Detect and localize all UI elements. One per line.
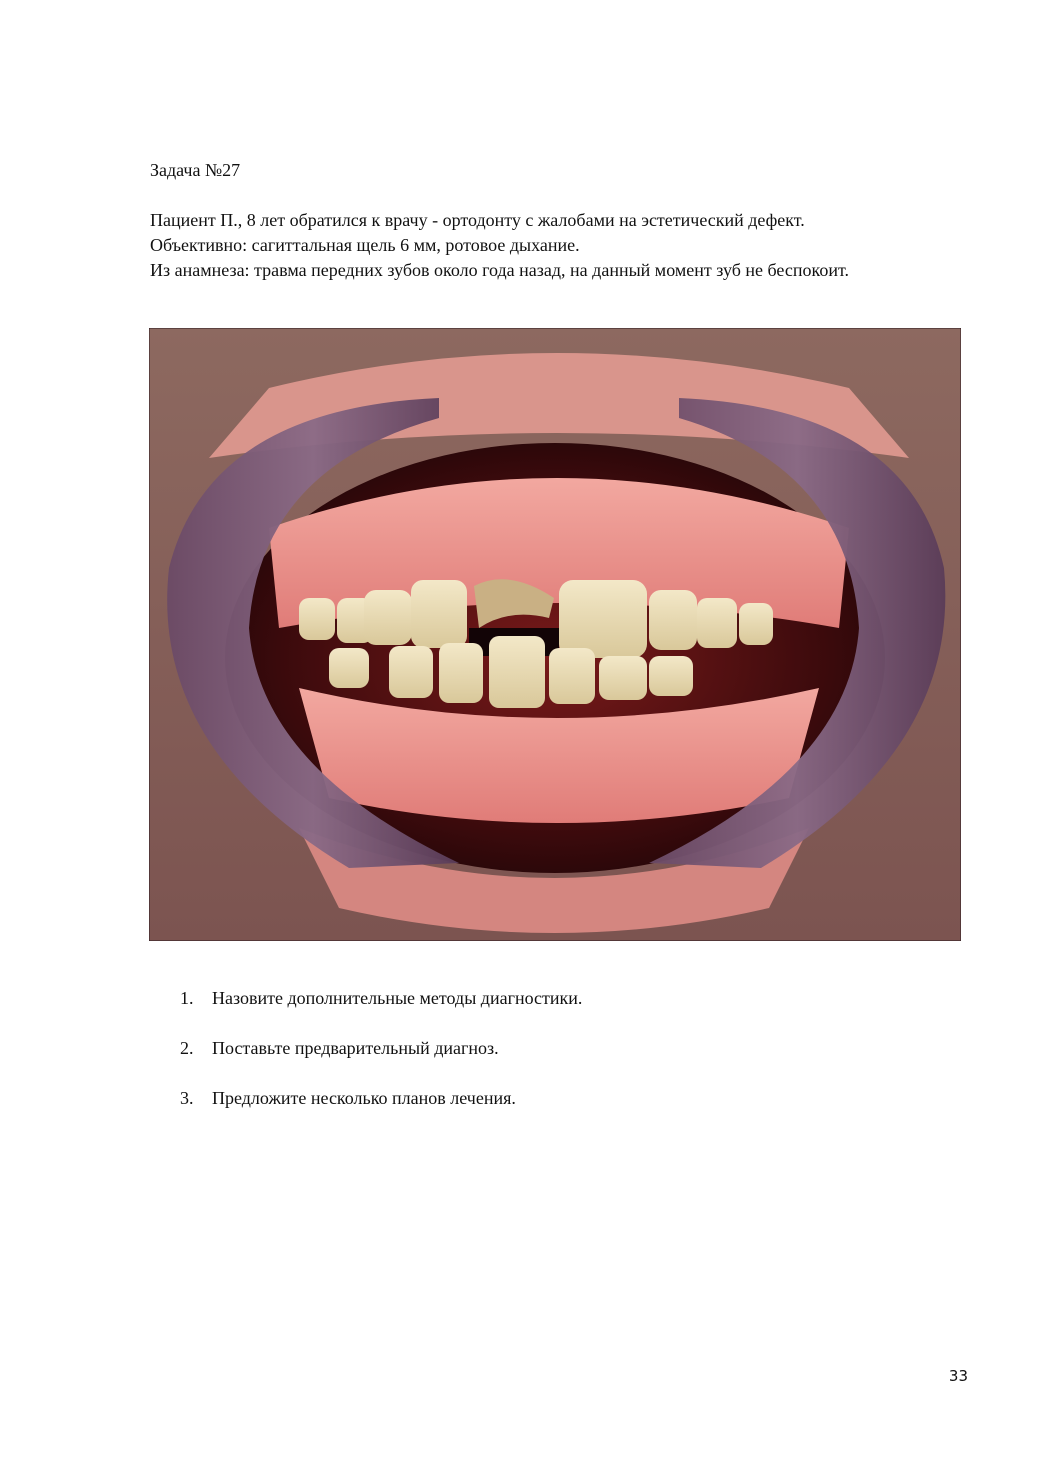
question-text: Предложите несколько планов лечения.: [212, 1088, 516, 1108]
question-number: 1.: [180, 988, 194, 1008]
page-number: 33: [948, 1367, 968, 1385]
question-text: Поставьте предварительный диагноз.: [212, 1038, 499, 1058]
objective-paragraph: Объективно: сагиттальная щель 6 мм, ротовое дыхание.: [150, 235, 580, 255]
list-item: [180, 988, 582, 1038]
list-item: [180, 1038, 582, 1088]
question-number: 3.: [180, 1088, 194, 1108]
questions-list: [180, 988, 582, 1138]
case-description: [150, 208, 968, 283]
complaint-paragraph: Пациент П., 8 лет обратился к врачу - ортодонту с жалобами на эстетический дефект.: [150, 210, 805, 230]
page-title: Задача №27: [150, 160, 241, 180]
question-number: 2.: [180, 1038, 194, 1058]
question-text: Назовите дополнительные методы диагностики.: [212, 988, 583, 1008]
clinical-photo: [149, 328, 961, 941]
list-item: [180, 1088, 582, 1138]
anamnesis-paragraph: Из анамнеза: травма передних зубов около года назад, на данный момент зуб не беспокоит.: [150, 260, 849, 280]
